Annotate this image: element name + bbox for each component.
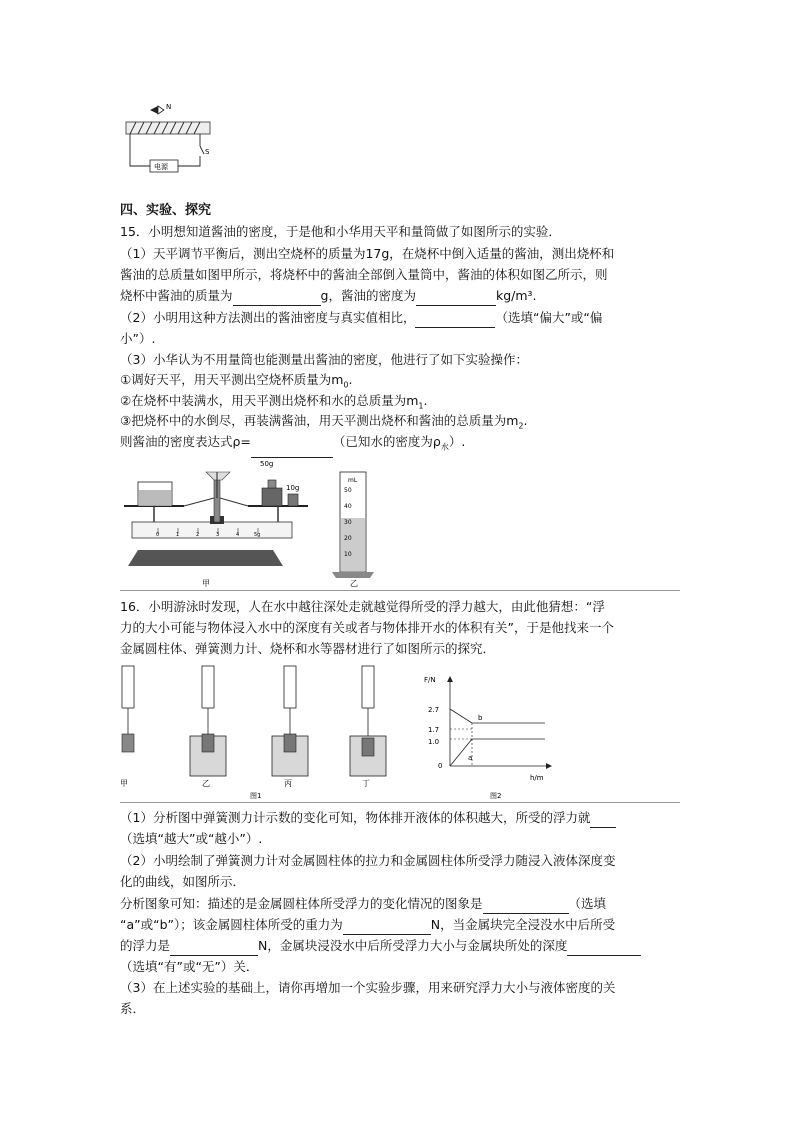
q16-a3-line1: （3）在上述实验的基础上，请你再增加一个实验步骤，用来研究浮力大小与液体密度的关 — [120, 980, 616, 995]
q15-p2-line2: 小”）. — [120, 331, 156, 346]
svg-text:b: b — [478, 714, 483, 722]
q16-line1: 16．小明游泳时发现，人在水中越往深处走就越觉得所受的浮力越大，由此他猜想：“浮 — [120, 599, 605, 614]
q15-step1: ①调好天平，用天平测出空烧杯质量为$m_0$. — [120, 372, 353, 390]
svg-text:10: 10 — [344, 551, 352, 558]
svg-text:图2: 图2 — [490, 792, 502, 800]
q15-stem: 15．小明想知道酱油的密度，于是他和小华用天平和量筒做了如图所示的实验． — [120, 224, 561, 239]
q15-step3: ③把烧杯中的水倒尽，再装满酱油，用天平测出烧杯和酱油的总质量为$m_2$. — [120, 413, 528, 431]
svg-text:乙: 乙 — [202, 779, 210, 788]
q15-step2: ②在烧杯中装满水，用天平测出烧杯和水的总质量为$m_1$. — [120, 393, 428, 411]
svg-text:丁: 丁 — [362, 779, 370, 788]
svg-text:40: 40 — [344, 503, 352, 510]
q15-p1-text-b: g，酱油的密度为 — [320, 288, 416, 303]
q16-a1-line2: （选填“越大”或“越小”）. — [120, 831, 263, 846]
q16-a2-line6: （选填“有”或“无”）关． — [120, 959, 259, 974]
svg-text:1.7: 1.7 — [428, 726, 440, 734]
blank-buoyancy-value[interactable] — [170, 941, 258, 956]
blank-density-compare[interactable] — [415, 313, 495, 328]
svg-text:2: 2 — [196, 532, 200, 538]
svg-text:3: 3 — [216, 532, 220, 538]
svg-text:2.7: 2.7 — [428, 706, 440, 714]
svg-text:甲: 甲 — [120, 779, 128, 788]
section-title: 四、实验、探究 — [120, 203, 212, 218]
q15-p1-text-c: kg/m³. — [495, 288, 537, 303]
svg-text:h/m: h/m — [530, 774, 544, 782]
blank-oil-density[interactable] — [416, 291, 496, 306]
q15-p3: （3）小华认为不用量筒也能测量出酱油的密度，他进行了如下实验操作： — [120, 352, 528, 367]
svg-text:mL: mL — [348, 477, 358, 484]
svg-text:1.0: 1.0 — [428, 738, 440, 746]
switch-label: S — [205, 148, 210, 156]
svg-text:乙: 乙 — [350, 579, 358, 588]
svg-text:10g: 10g — [286, 484, 300, 492]
svg-text:30: 30 — [344, 519, 352, 526]
q15-expression: 则酱油的密度表达式ρ= （已知水的密度为$\rho_水$）. — [120, 432, 680, 458]
q16-line3: 金属圆柱体、弹簧测力计、烧杯和水等器材进行了如图所示的探究． — [120, 641, 496, 656]
svg-text:a: a — [468, 754, 473, 762]
svg-text:丙: 丙 — [284, 779, 292, 788]
svg-text:甲: 甲 — [202, 579, 210, 588]
svg-text:图1: 图1 — [250, 792, 262, 800]
power-label: 电源 — [154, 163, 168, 171]
svg-text:0: 0 — [156, 532, 160, 538]
q15-p1-text-a: 烧杯中酱油的质量为 — [120, 288, 233, 303]
svg-text:50g: 50g — [260, 460, 274, 468]
divider-q15 — [120, 590, 680, 591]
q16-a2-line2: 化的曲线，如图所示． — [120, 874, 246, 889]
svg-text:1: 1 — [176, 532, 180, 538]
q16-a2-line1: （2）小明绘制了弹簧测力计对金属圆柱体的拉力和金属圆柱体所受浮力随浸入液体深度变 — [120, 853, 616, 868]
q16-a3-line2: 系． — [120, 1001, 146, 1016]
q16-a2-line3: 分析图象可知：描述的是金属圆柱体所受浮力的变化情况的图象是 （选填 — [120, 894, 680, 914]
spring-scale-figure — [118, 662, 418, 802]
q16-a2-line4: “a”或“b”）；该金属圆柱体所受的重力为 N，当金属块完全浸没水中后所受 — [120, 915, 680, 935]
svg-text:50: 50 — [344, 487, 352, 494]
q16-line2: 力的大小可能与物体浸入水中的深度有关或者与物体排开水的体积有关”，于是他找来一个 — [120, 620, 614, 635]
blank-oil-mass[interactable] — [233, 291, 321, 306]
blank-density-expression[interactable] — [251, 443, 333, 458]
svg-text:5g: 5g — [254, 532, 261, 538]
q16-a2-line5: 的浮力是 N，金属块浸没水中后所受浮力大小与金属块所处的深度 — [120, 936, 680, 956]
q16-a1-line1: （1）分析图中弹簧测力计示数的变化可知，物体排开液体的体积越大，所受的浮力就 — [120, 808, 680, 828]
q15-p2-text-a: （2）小明用这种方法测出的酱油密度与真实值相比， — [120, 310, 416, 325]
divider-q16 — [120, 802, 680, 803]
svg-text:0: 0 — [438, 762, 443, 770]
q15-p1-line2: 酱油的总质量如图甲所示，将烧杯中的酱油全部倒入量筒中，酱油的体积如图乙所示，则 — [120, 267, 608, 282]
svg-text:4: 4 — [236, 532, 240, 538]
blank-buoyancy-trend[interactable] — [590, 813, 616, 828]
blank-weight[interactable] — [343, 920, 431, 935]
q15-p1-line3 — [120, 286, 680, 306]
blank-depth-relation[interactable] — [567, 941, 641, 956]
q15-p2-text-b: （选填“偏大”或“偏 — [495, 310, 603, 325]
q15-p2-line1 — [120, 308, 680, 328]
north-label: N — [166, 103, 172, 111]
q15-p1-line1: （1）天平调节平衡后，测出空烧杯的质量为17g，在烧杯中倒入适量的酱油，测出烧杯和 — [120, 246, 615, 261]
solenoid-circuit-figure — [118, 100, 218, 180]
force-depth-graph — [420, 672, 560, 802]
blank-graph-choice[interactable] — [483, 899, 569, 914]
svg-text:20: 20 — [344, 535, 352, 542]
balance-cylinder-figure — [118, 458, 398, 590]
svg-text:F/N: F/N — [424, 676, 436, 684]
